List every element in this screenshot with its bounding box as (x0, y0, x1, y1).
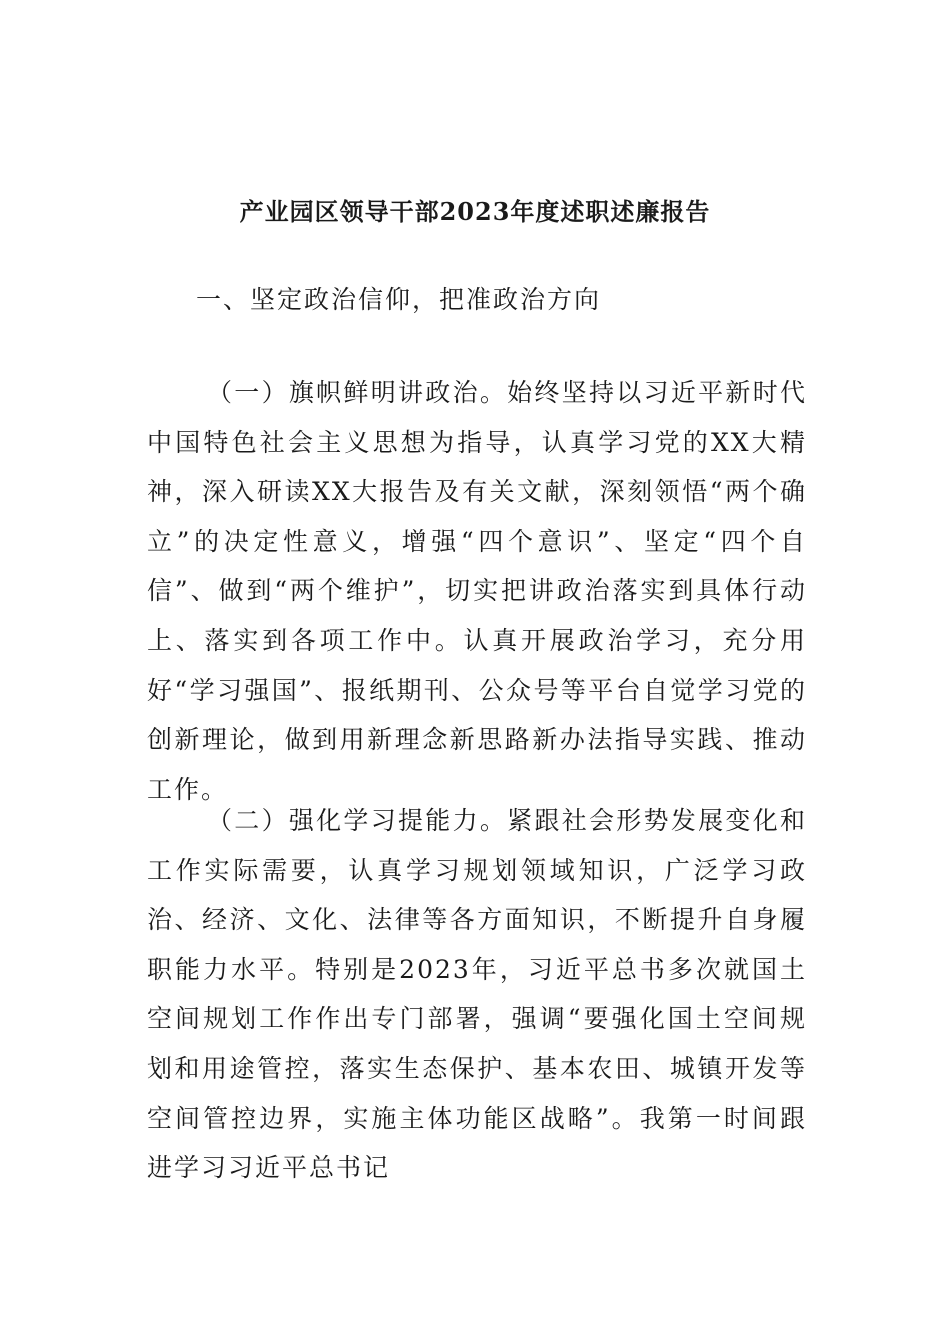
document-title: 产业园区领导干部2023年度述职述廉报告 (239, 197, 711, 226)
paragraph-1: （一）旗帜鲜明讲政治。始终坚持以习近平新时代中国特色社会主义思想为指导，认真学习党的XX大精神，深入研读XX大报告及有关文献，深刻领悟“两个确立”的决定性意义，增强“四个意识”、坚定“四个自信”、做到“两个维护”，切实把讲政治落实到具体行动上、落实到各项工作中。认真开展政治学习，充分用好“学习强国”、报纸期刊、公众号等平台自觉学习党的创新理论，做到用新理念新思路新办法指导实践、推动工作。 (147, 378, 807, 804)
section-heading: 一、坚定政治信仰，把准政治方向 (196, 285, 602, 314)
paragraph-2: （二）强化学习提能力。紧跟社会形势发展变化和工作实际需要，认真学习规划领域知识，广泛学习政治、经济、文化、法律等各方面知识，不断提升自身履职能力水平。特别是2023年，习近平总书多次就国土空间规划工作作出专门部署，强调“要强化国土空间规划和用途管控，落实生态保护、基本农田、城镇开发等空间管控边界，实施主体功能区战略”。我第一时间跟进学习习近平总书记 (147, 806, 807, 1183)
